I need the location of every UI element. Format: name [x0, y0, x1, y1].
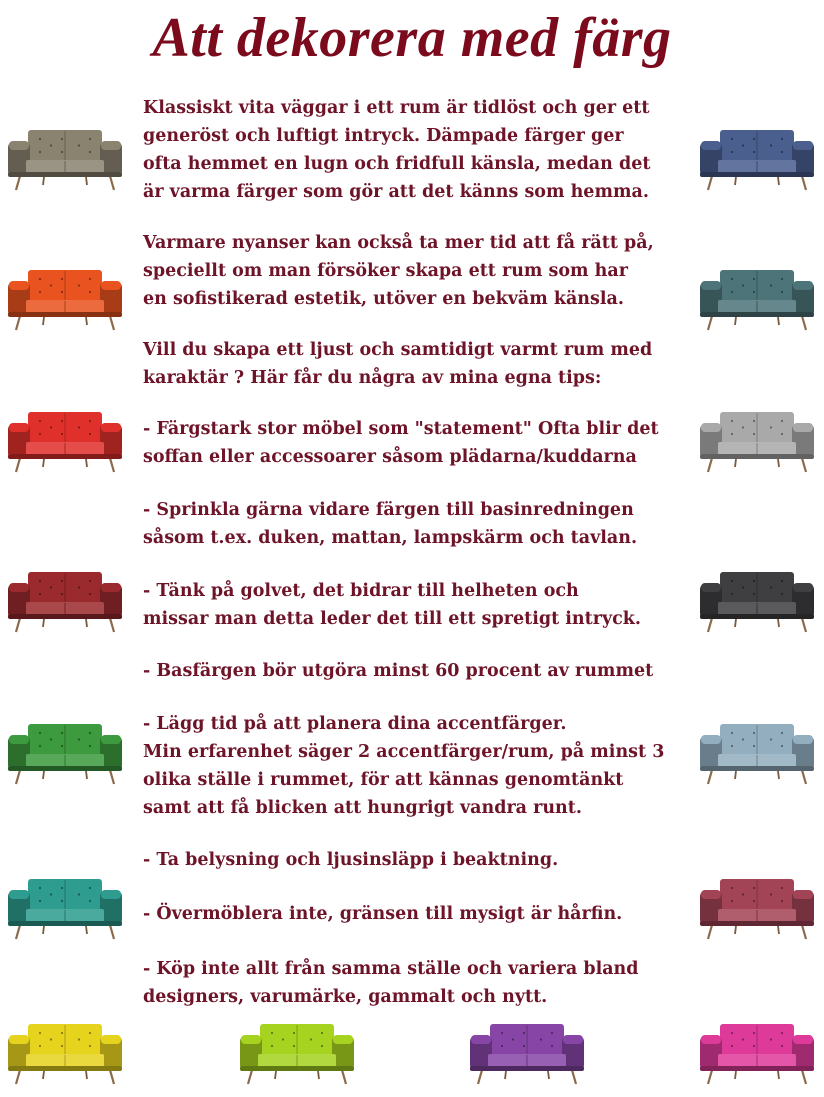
- text-line: Klassiskt vita väggar i ett rum är tidlöst och ger ett: [143, 98, 650, 118]
- paragraph: [143, 955, 693, 1011]
- text-line: - Övermöblera inte, gränsen till mysigt är hårfin.: [143, 904, 623, 924]
- sofa-navy-icon: [696, 124, 818, 192]
- text-line: karaktär ? Här får du några av mina egna tips:: [143, 368, 602, 388]
- paragraph: [143, 496, 693, 552]
- text-line: - Basfärgen bör utgöra minst 60 procent av rummet: [143, 661, 654, 681]
- page-title: Att dekorera med färg: [152, 7, 672, 69]
- text-line: - Lägg tid på att planera dina accentfärger.: [143, 714, 567, 734]
- paragraph: [143, 900, 693, 928]
- sofa-charcoal-icon: [696, 566, 818, 634]
- text-line: - Sprinkla gärna vidare färgen till basinredningen: [143, 500, 634, 520]
- paragraph: [143, 94, 693, 206]
- paragraph: [143, 415, 693, 471]
- sofa-lime-icon: [236, 1018, 358, 1086]
- sofa-taupe-icon: [4, 124, 126, 192]
- sofa-dark-red-icon: [4, 566, 126, 634]
- text-line: designers, varumärke, gammalt och nytt.: [143, 987, 548, 1007]
- text-line: - Färgstark stor möbel som "statement" Ofta blir det: [143, 419, 659, 439]
- sofa-rose-icon: [696, 873, 818, 941]
- sofa-pink-icon: [696, 1018, 818, 1086]
- text-line: - Ta belysning och ljusinsläpp i beaktning.: [143, 850, 559, 870]
- sofa-red-icon: [4, 406, 126, 474]
- sofa-orange-icon: [4, 264, 126, 332]
- paragraph: [143, 336, 693, 392]
- text-line: soffan eller accessoarer såsom plädarna/kuddarna: [143, 447, 637, 467]
- text-line: Varmare nyanser kan också ta mer tid att få rätt på,: [143, 233, 654, 253]
- text-line: Vill du skapa ett ljust och samtidigt varmt rum med: [143, 340, 653, 360]
- sofa-teal-gray-icon: [696, 264, 818, 332]
- text-line: ofta hemmet en lugn och fridfull känsla, medan det: [143, 154, 651, 174]
- text-line: Min erfarenhet säger 2 accentfärger/rum, på minst 3: [143, 742, 665, 762]
- paragraph: [143, 229, 693, 313]
- sofa-light-blue-icon: [696, 718, 818, 786]
- sofa-green-icon: [4, 718, 126, 786]
- text-line: generöst och luftigt intryck. Dämpade färger ger: [143, 126, 624, 146]
- text-line: - Köp inte allt från samma ställe och variera bland: [143, 959, 639, 979]
- text-line: olika ställe i rummet, för att kännas genomtänkt: [143, 770, 624, 790]
- sofa-purple-icon: [466, 1018, 588, 1086]
- text-line: - Tänk på golvet, det bidrar till helheten och: [143, 581, 579, 601]
- paragraph: [143, 577, 693, 633]
- paragraph: [143, 710, 693, 822]
- sofa-light-gray-icon: [696, 406, 818, 474]
- text-line: speciellt om man försöker skapa ett rum som har: [143, 261, 628, 281]
- paragraph: [143, 657, 693, 685]
- sofa-teal-icon: [4, 873, 126, 941]
- text-line: är varma färger som gör att det känns som hemma.: [143, 182, 649, 202]
- sofa-yellow-icon: [4, 1018, 126, 1086]
- text-line: missar man detta leder det till ett spretigt intryck.: [143, 609, 641, 629]
- text-line: såsom t.ex. duken, mattan, lampskärm och tavlan.: [143, 528, 638, 548]
- paragraph: [143, 846, 693, 874]
- text-line: en sofistikerad estetik, utöver en bekväm känsla.: [143, 289, 624, 309]
- text-line: samt att få blicken att hungrigt vandra runt.: [143, 798, 582, 818]
